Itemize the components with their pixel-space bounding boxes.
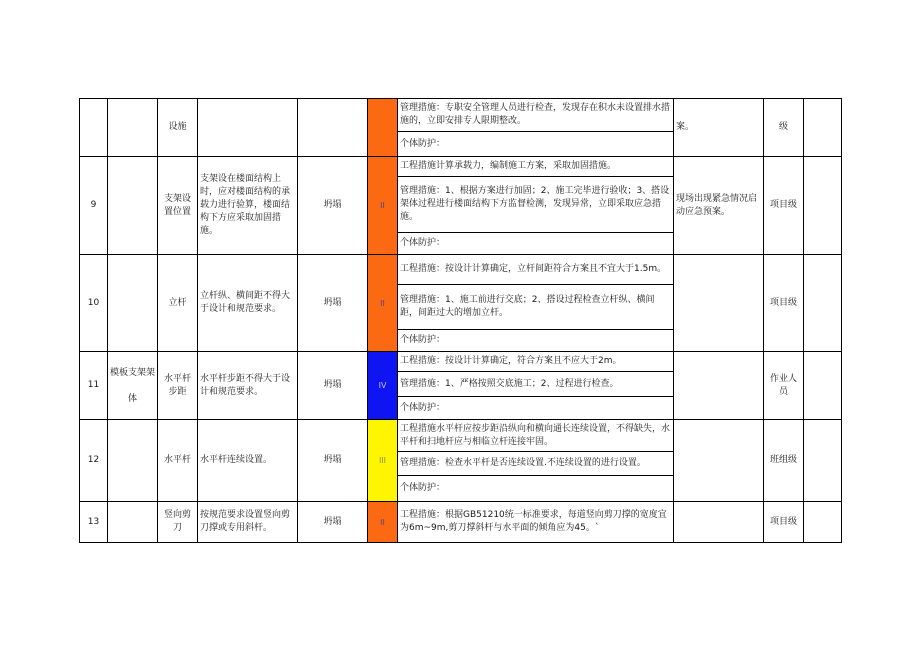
accident-type: 坍塌 <box>298 420 368 502</box>
row-number: 9 <box>80 157 108 255</box>
remark-cell <box>804 352 842 420</box>
item-name: 水平杆步距 <box>158 352 198 420</box>
management-measure: 管理措施：1、施工前进行交底；2、搭设过程检查立杆纵、横间距，间距过大的增加立杆。 <box>398 285 674 330</box>
emergency-measure: 案。 <box>674 99 764 157</box>
control-level: 项目级 <box>764 502 804 543</box>
control-level: 班组级 <box>764 420 804 502</box>
remark-cell <box>804 420 842 502</box>
accident-type: 坍塌 <box>298 502 368 543</box>
emergency-measure: 现场出现紧急情况启动应急预案。 <box>674 157 764 255</box>
item-name: 支架设置位置 <box>158 157 198 255</box>
risk-level-orange: II <box>368 157 398 255</box>
table-row <box>80 255 842 285</box>
ppe-measure: 个体防护： <box>398 132 674 157</box>
accident-type: 坍塌 <box>298 157 368 255</box>
row-number: 10 <box>80 255 108 352</box>
hazard-description: 支架设在楼面结构上时，应对楼面结构的承载力进行验算，楼面结构下方应采取加固措施。 <box>198 157 298 255</box>
category-cell <box>108 157 158 255</box>
management-measure: 管理措施：检查水平杆是否连续设置.不连续设置的进行设置。 <box>398 452 674 476</box>
risk-level-blue: IV <box>368 352 398 420</box>
table-row <box>80 352 842 372</box>
ppe-measure: 个体防护： <box>398 476 674 502</box>
risk-level-yellow: III <box>368 420 398 502</box>
risk-level-orange: II <box>368 255 398 352</box>
item-name: 水平杆 <box>158 420 198 502</box>
item-name: 立杆 <box>158 255 198 352</box>
ppe-measure: 个体防护： <box>398 397 674 420</box>
control-level: 项目级 <box>764 157 804 255</box>
accident-type <box>298 99 368 157</box>
remark-cell <box>804 99 842 157</box>
hazard-description: 水平杆连续设置。 <box>198 420 298 502</box>
risk-level-orange <box>368 99 398 157</box>
management-measure: 管理措施：专职安全管理人员进行检查，发现存在积水未设置排水措施的，立即安排专人限期整改。 <box>398 99 674 132</box>
category-cell <box>108 255 158 352</box>
table-row <box>80 502 842 543</box>
hazard-description: 立杆纵、横间距不得大于设计和规范要求。 <box>198 255 298 352</box>
engineering-measure: 工程措施：根据GB51210统一标准要求，每道竖向剪刀撑的宽度宜为6m~9m,剪刀撑斜杆与水平面的倾角应为45。` <box>398 502 674 543</box>
row-number <box>80 99 108 157</box>
row-number: 13 <box>80 502 108 543</box>
management-measure: 管理措施：1、根据方案进行加固；2、施工完毕进行验收；3、搭设架体过程进行楼面结构下方监督检测，发现异常，立即采取应急措施。 <box>398 177 674 233</box>
row-number: 11 <box>80 352 108 420</box>
risk-level-orange: II <box>368 502 398 543</box>
hazard-description <box>198 99 298 157</box>
emergency-measure <box>674 420 764 502</box>
accident-type: 坍塌 <box>298 255 368 352</box>
category-cell <box>108 502 158 543</box>
table-row <box>80 99 842 132</box>
hazard-description: 水平杆步距不得大于设计和规范要求。 <box>198 352 298 420</box>
remark-cell <box>804 157 842 255</box>
category-cell-top <box>108 99 158 157</box>
control-level: 作业人员 <box>764 352 804 420</box>
remark-cell <box>804 502 842 543</box>
management-measure: 管理措施：1、严格按照交底施工；2、过程进行检查。 <box>398 372 674 397</box>
ppe-measure: 个体防护： <box>398 233 674 255</box>
emergency-measure <box>674 255 764 352</box>
remark-cell <box>804 255 842 352</box>
category-cell <box>108 420 158 502</box>
hazard-description: 按规范要求设置竖向剪刀撑或专用斜杆。 <box>198 502 298 543</box>
item-name: 设施 <box>158 99 198 157</box>
control-level: 项目级 <box>764 255 804 352</box>
control-level: 级 <box>764 99 804 157</box>
table-row <box>80 157 842 177</box>
item-name: 竖向剪刀 <box>158 502 198 543</box>
table-row <box>80 420 842 452</box>
ppe-measure: 个体防护： <box>398 330 674 352</box>
engineering-measure: 工程措施：按设计计算确定，符合方案且不应大于2m。 <box>398 352 674 372</box>
category-cell: 模板支架架体 <box>108 352 158 420</box>
engineering-measure: 工程措施：按设计计算确定，立杆间距符合方案且不宜大于1.5m。 <box>398 255 674 285</box>
engineering-measure: 工程措施计算承载力，编制施工方案，采取加固措施。 <box>398 157 674 177</box>
risk-table <box>79 98 842 543</box>
emergency-measure <box>674 352 764 420</box>
row-number: 12 <box>80 420 108 502</box>
accident-type: 坍塌 <box>298 352 368 420</box>
emergency-measure <box>674 502 764 543</box>
engineering-measure: 工程措施水平杆应按步距沿纵向和横向通长连续设置，不得缺失，水平杆和扫地杆应与相临立杆连接牢固。 <box>398 420 674 452</box>
